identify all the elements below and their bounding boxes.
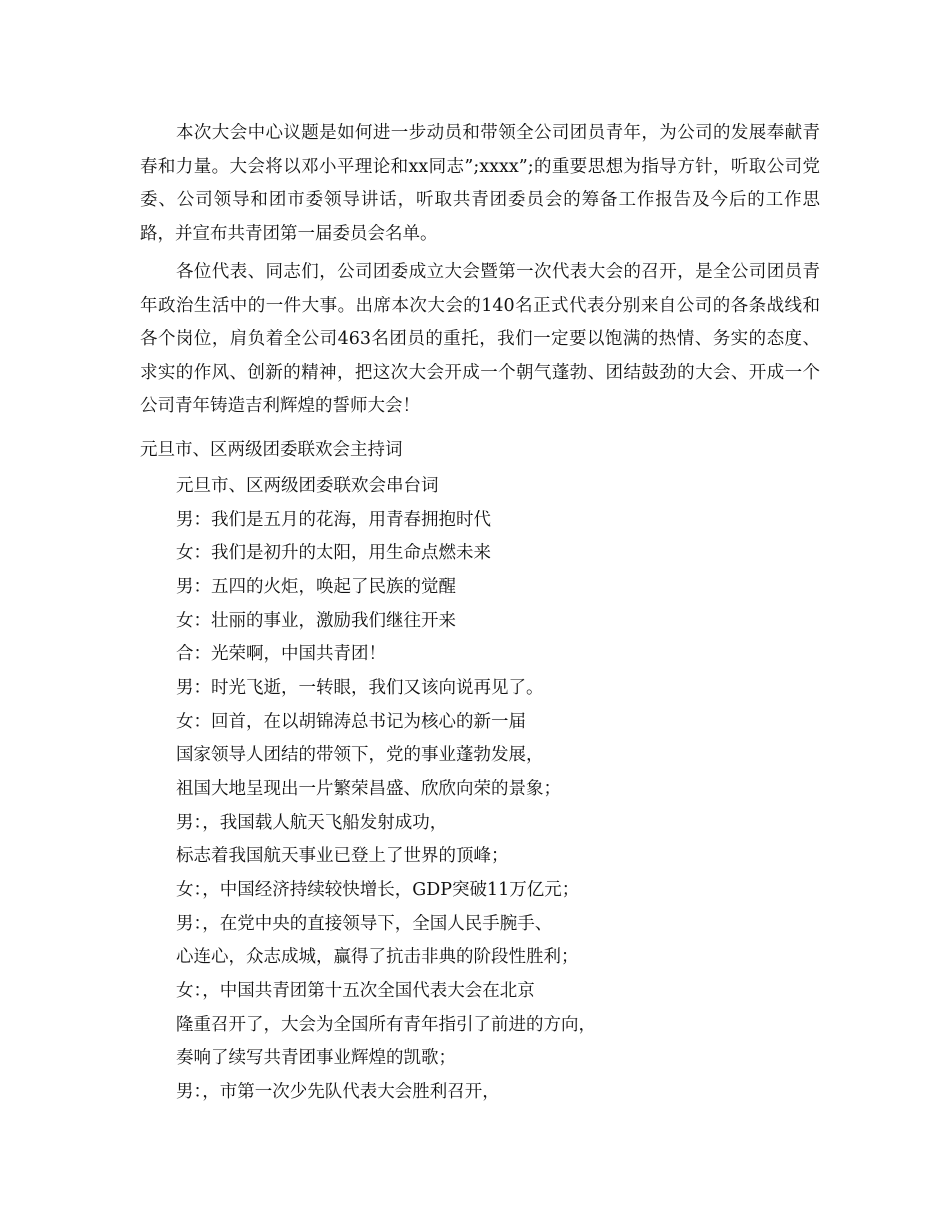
script-line: 心连心，众志成城，赢得了抗击非典的阶段性胜利； bbox=[176, 947, 579, 967]
script-line: 男：我们是五月的花海，用青春拥抱时代 bbox=[176, 510, 491, 530]
script-line: 女：壮丽的事业，激励我们继往开来 bbox=[176, 611, 456, 631]
section-title: 元旦市、区两级团委联欢会主持词 bbox=[140, 440, 403, 460]
script-line: 祖国大地呈现出一片繁荣昌盛、欣欣向荣的景象； bbox=[176, 779, 561, 799]
script-line: 男：，市第一次少先队代表大会胜利召开， bbox=[176, 1082, 500, 1102]
script-line: 女：我们是初升的太阳，用生命点燃未来 bbox=[176, 543, 491, 563]
script-line: 标志着我国航天事业已登上了世界的顶峰； bbox=[176, 846, 509, 866]
paragraph-agenda: 本次大会中心议题是如何进一步动员和带领全公司团员青年，为公司的发展奉献青春和力量。大会将以邓小平理论和xx同志”;xxxx”;的重要思想为指导方针，听取公司党委、公司领导和团市委领导讲话，听取共青团委员会的筹备工作报告及今后的工作思路，并宣布共青团第一届委员会名单。 bbox=[140, 123, 820, 244]
script-line: 元旦市、区两级团委联欢会串台词 bbox=[176, 476, 439, 496]
script-line: 女：回首，在以胡锦涛总书记为核心的新一届 bbox=[176, 712, 526, 732]
script-line: 奏响了续写共青团事业辉煌的凯歌； bbox=[176, 1048, 456, 1068]
script-line: 国家领导人团结的带领下，党的事业蓬勃发展， bbox=[176, 745, 544, 765]
script-line: 男：，在党中央的直接领导下，全国人民手腕手、 bbox=[176, 914, 553, 934]
script-line: 男：，我国载人航天飞船发射成功， bbox=[176, 813, 448, 833]
script-line: 男：时光飞逝，一转眼，我们又该向说再见了。 bbox=[176, 678, 544, 698]
paragraph-delegates: 各位代表、同志们，公司团委成立大会暨第一次代表大会的召开，是全公司团员青年政治生活中的一件大事。出席本次大会的140名正式代表分别来自公司的各条战线和各个岗位，肩负着全公司463名团员的重托，我们一定要以饱满的热情、务实的态度、求实的作风、创新的精神，把这次大会开成一个朝气蓬勃、团结鼓劲的大会、开成一个公司青年铸造吉利辉煌的誓师大会！ bbox=[140, 262, 820, 417]
script-line: 合：光荣啊，中国共青团！ bbox=[176, 644, 386, 664]
script-line: 男：五四的火炬，唤起了民族的觉醒 bbox=[176, 577, 456, 597]
script-line: 女：，中国经济持续较快增长，GDP突破11万亿元； bbox=[176, 880, 580, 900]
script-line: 女：，中国共青团第十五次全国代表大会在北京 bbox=[176, 981, 535, 1001]
script-line: 隆重召开了，大会为全国所有青年指引了前进的方向， bbox=[176, 1015, 596, 1035]
